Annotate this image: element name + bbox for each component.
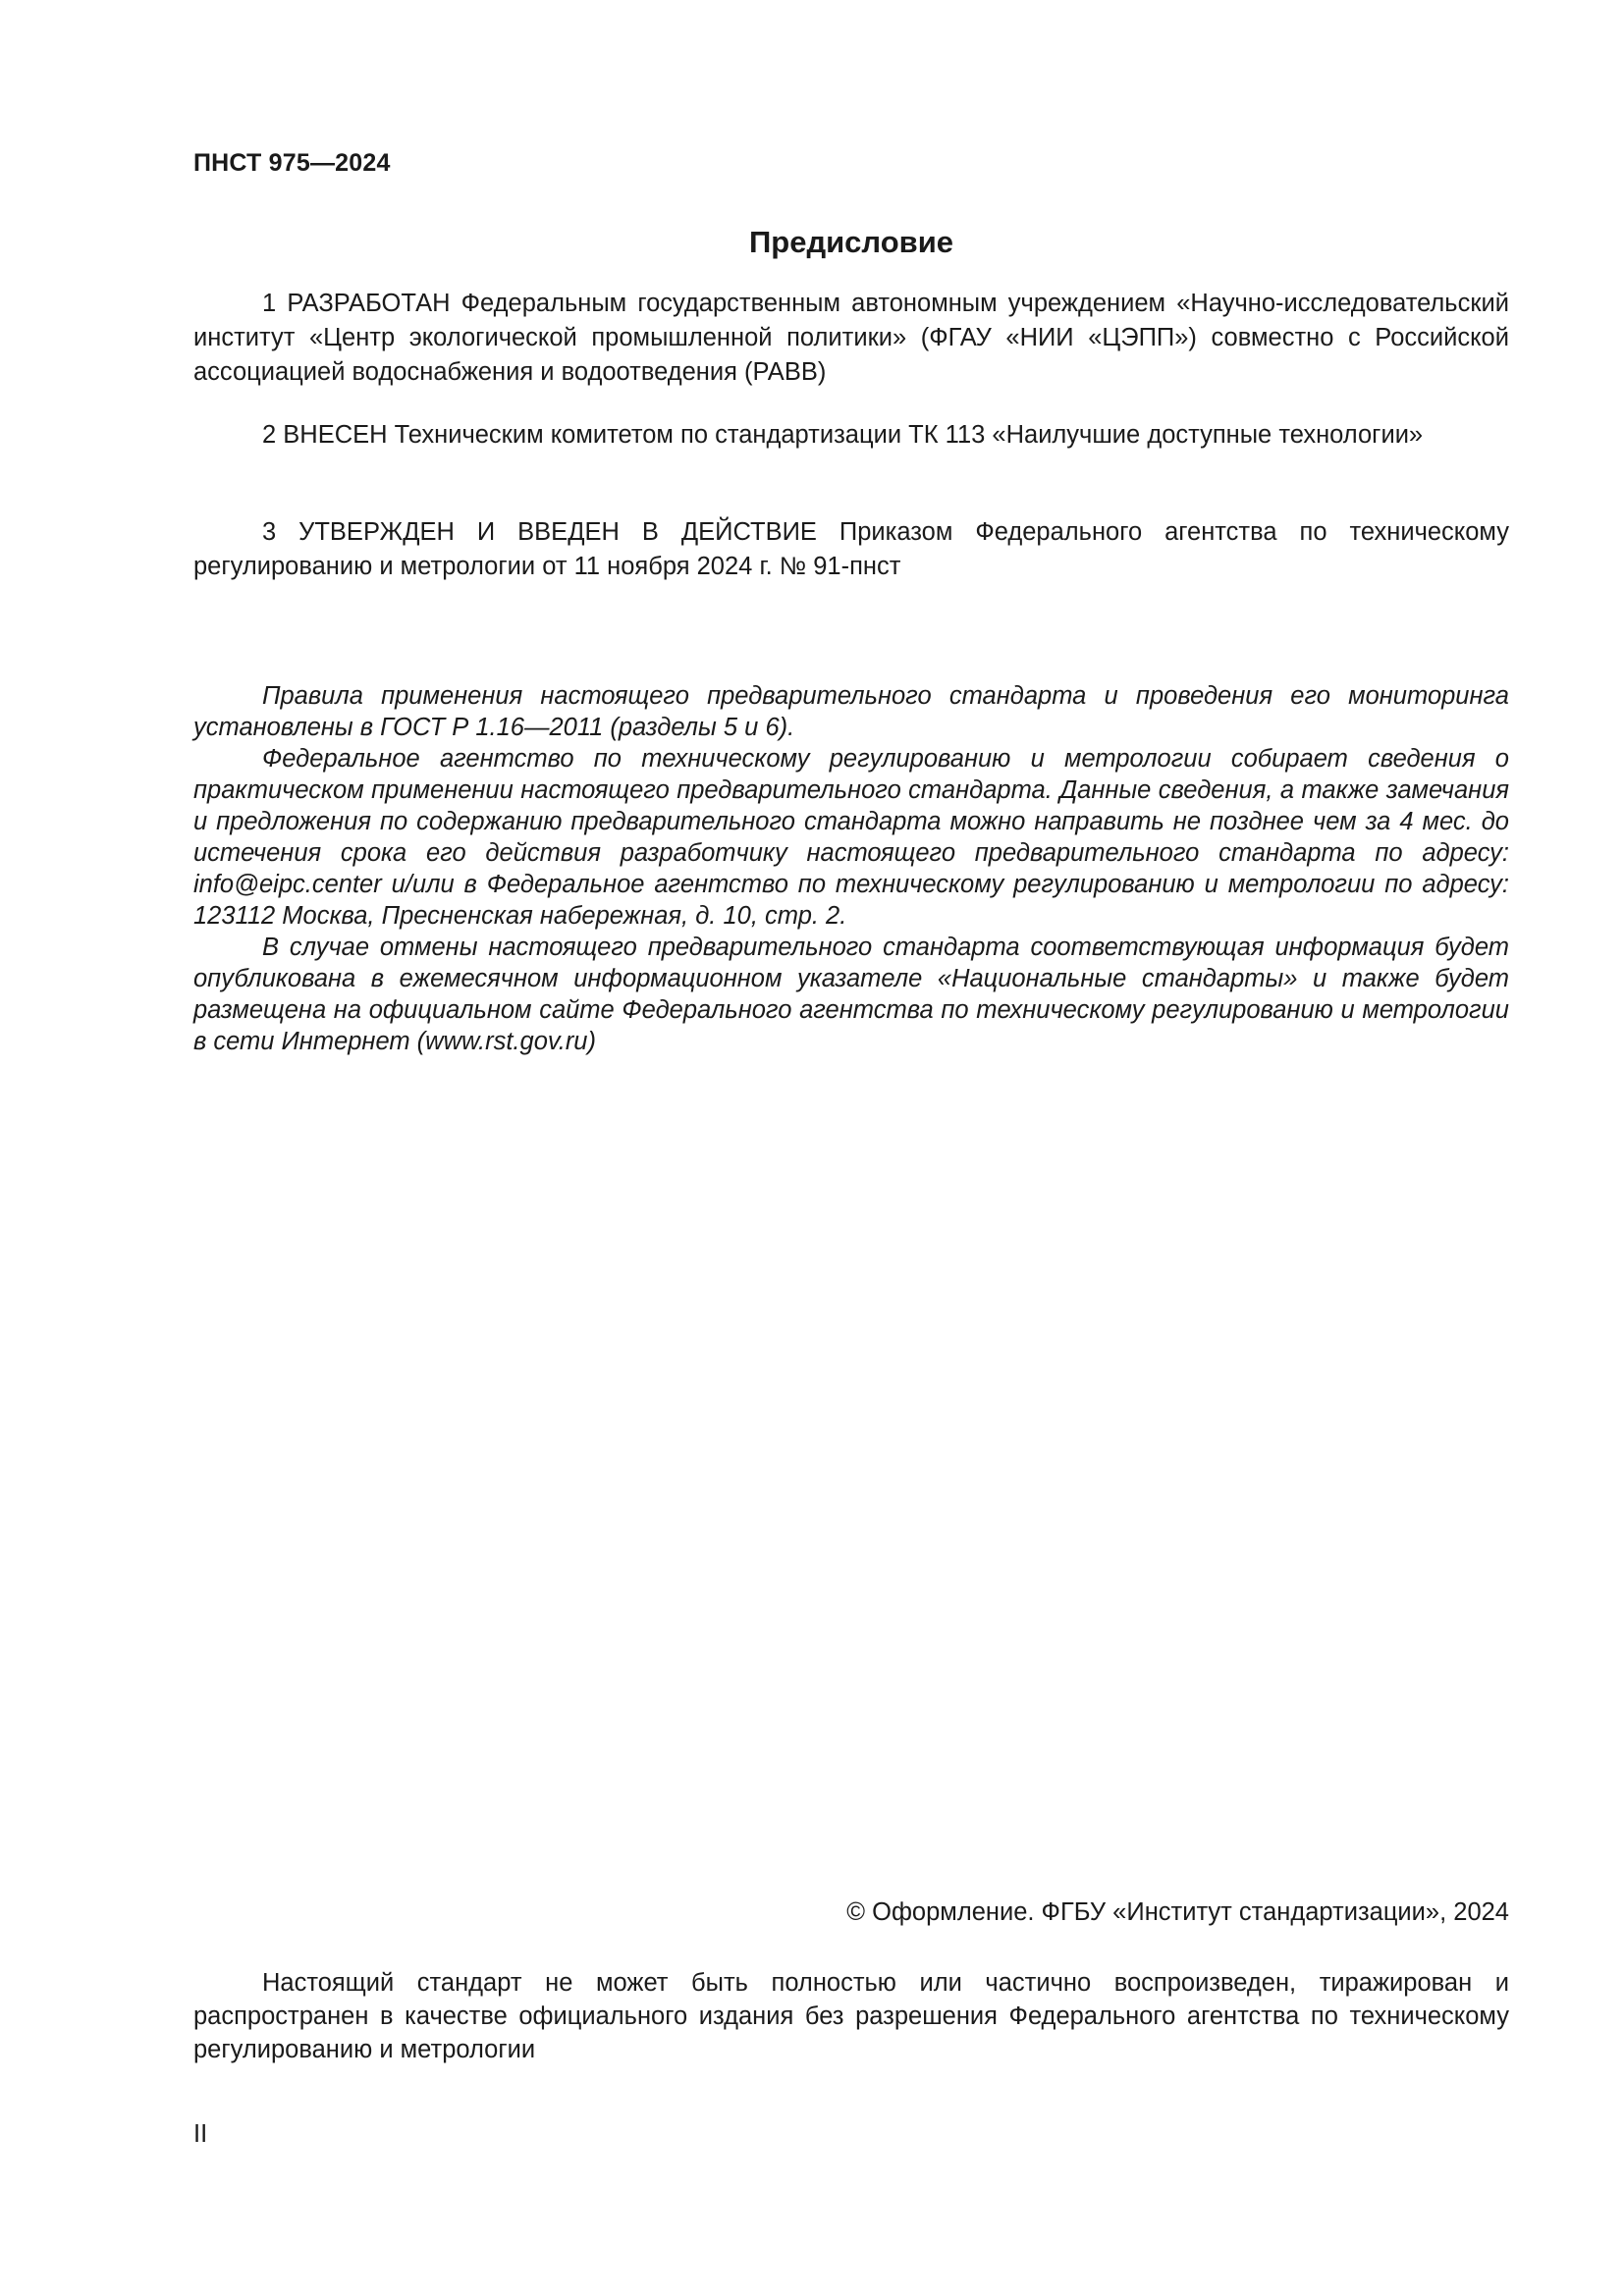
preface-item-approved <box>193 515 1509 584</box>
notice-paragraph-feedback: Федеральное агентство по техническому регулированию и метрологии собирает сведения о практическом применении настоящего предварительного стандарта. Данные сведения, а также замечания и предложения по содержанию предварительного стандарта можно направить не позднее чем за 4 мес. до истечения срока его действия разработчику настоящего предварительного стандарта по адресу: info@eipc.center и/или в Федеральное агентство по техническому регулированию и метрологии по адресу: 123112 Москва, Пресненская набережная, д. 10, стр. 2. <box>193 745 1509 930</box>
notice-block <box>193 680 1509 1057</box>
page-title: Предисловие <box>748 225 953 259</box>
page-number: II <box>193 2120 208 2148</box>
notice-paragraph-cancellation: В случае отмены настоящего предварительного стандарта соответствующая информация будет опубликована в ежемесячном информационном указателе «Национальные стандарты» и также будет размещена на официальном сайте Федерального агентства по техническому регулированию и метрологии в сети Интернет (www.rst.gov.ru) <box>193 934 1509 1055</box>
copyright-line: © Оформление. ФГБУ «Институт стандартизации», 2024 <box>846 1898 1509 1926</box>
preface-item-text: 1 РАЗРАБОТАН Федеральным государственным автономным учреждением «Научно-исследовательский институт «Центр экологической промышленной политики» (ФГАУ «НИИ «ЦЭПП») совместно с Российской ассоциацией водоснабжения и водоотведения (РАВВ) <box>193 290 1509 386</box>
preface-item-introduced <box>193 418 1509 453</box>
notice-paragraph-rules: Правила применения настоящего предварительного стандарта и проведения его мониторинга установлены в ГОСТ Р 1.16—2011 (разделы 5 и 6). <box>193 682 1509 741</box>
rights-notice <box>193 1966 1509 2066</box>
document-code: ПНСТ 975—2024 <box>193 149 391 177</box>
preface-item-text: 2 ВНЕСЕН Техническим комитетом по стандартизации ТК 113 «Наилучшие доступные технологии» <box>262 421 1424 449</box>
preface-item-text: 3 УТВЕРЖДЕН И ВВЕДЕН В ДЕЙСТВИЕ Приказом Федерального агентства по техническому регулированию и метрологии от 11 ноября 2024 г. № 91-пнст <box>193 518 1509 580</box>
rights-text: Настоящий стандарт не может быть полностью или частично воспроизведен, тиражирован и распространен в качестве официального издания без разрешения Федерального агентства по техническому регулированию и метрологии <box>193 1969 1509 2063</box>
preface-item-developed <box>193 287 1509 390</box>
